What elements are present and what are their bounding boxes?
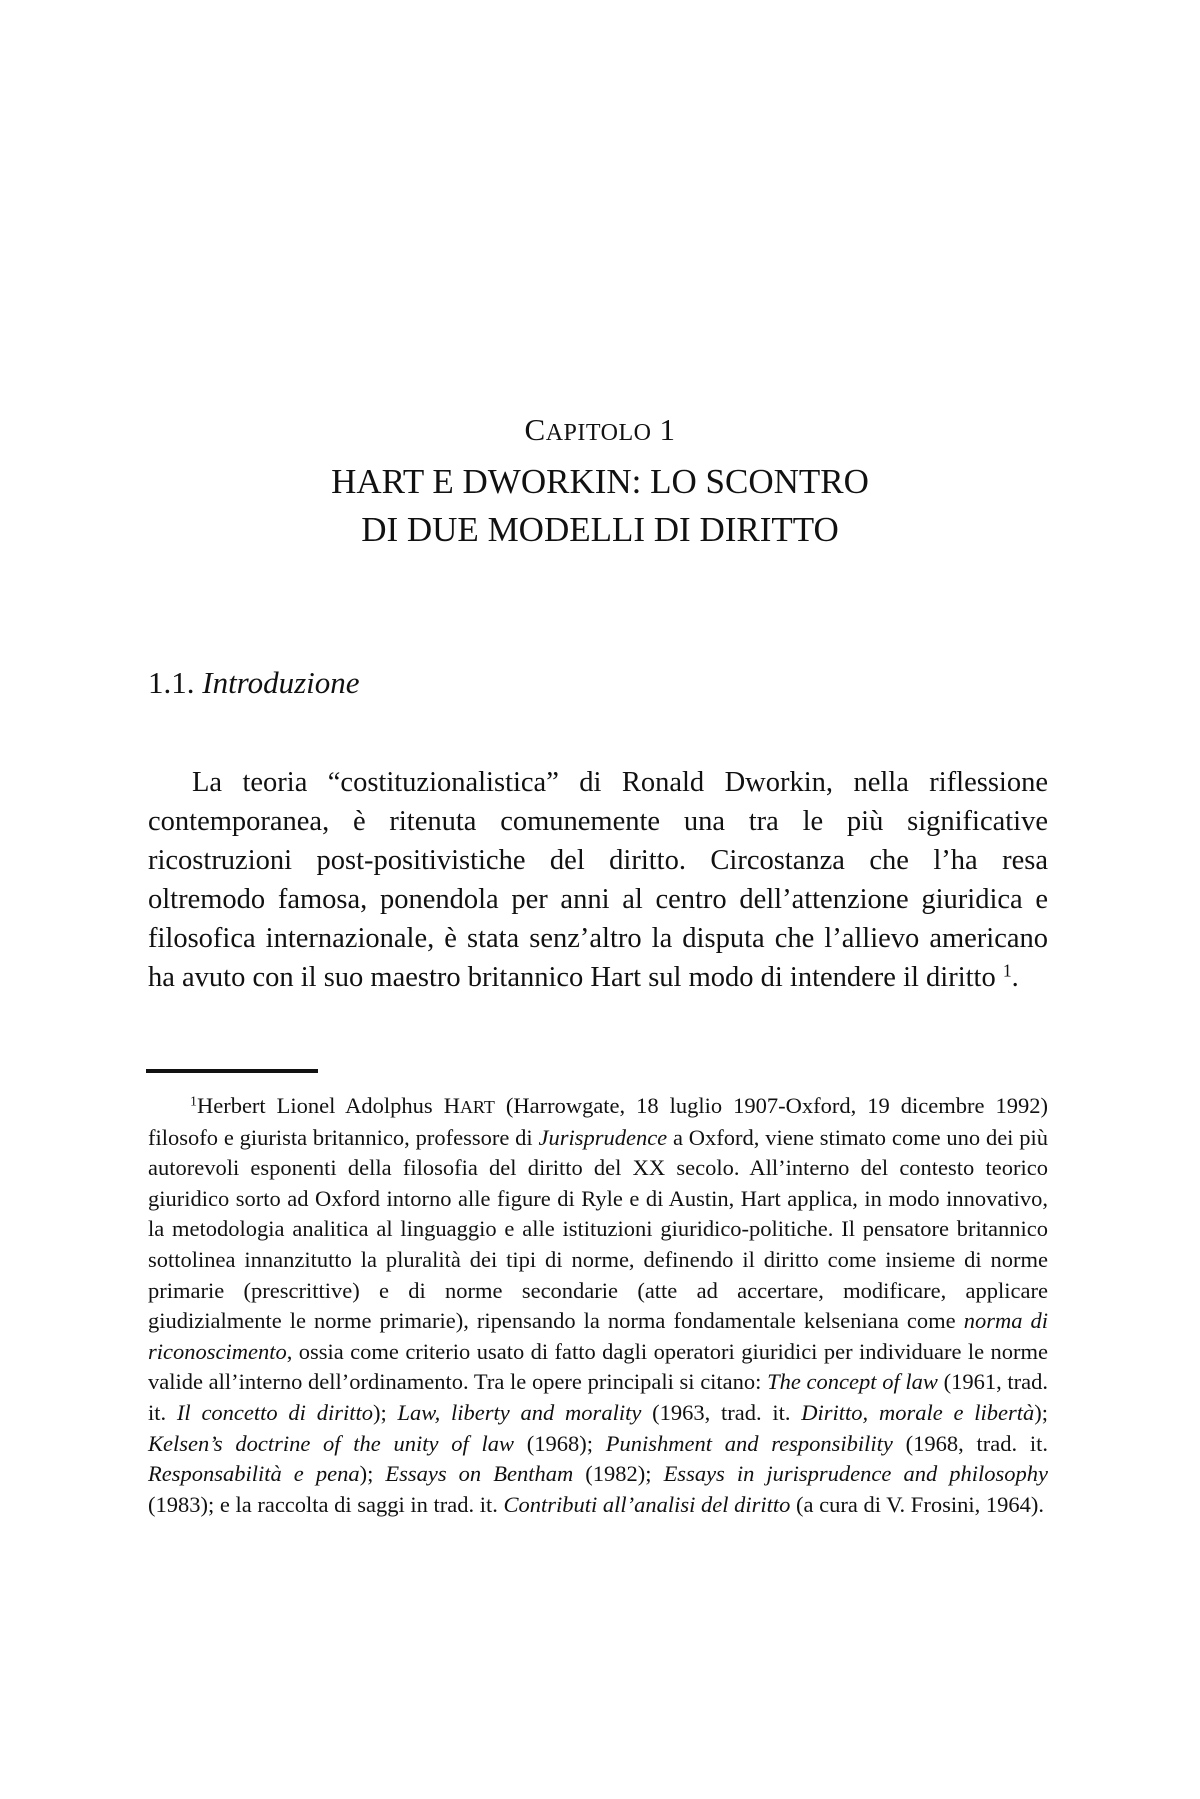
work-title: Essays on Bentham: [385, 1461, 574, 1487]
footnote-text: (1983); e la raccolta di saggi in trad. it.: [148, 1491, 504, 1517]
footnote-text: (1968);: [514, 1430, 606, 1456]
section-title: Introduzione: [202, 665, 360, 700]
footnote-marker: 1: [190, 1094, 197, 1110]
footnote-text: , ossia come criterio usato di fatto dagli operatori giuridici per individuare le norme valide all’interno dell’ordinamento. Tra le opere principali si citano:: [148, 1338, 1048, 1395]
body-paragraph: [148, 763, 1048, 997]
footnote-italic: norma di riconoscimento: [148, 1308, 1048, 1364]
footnote-text: (1982);: [573, 1461, 664, 1487]
work-title: Essays in jurisprudence and philosophy: [663, 1461, 1048, 1487]
work-title: Contributi all’analisi del diritto: [503, 1491, 791, 1517]
footnote-text: );: [1034, 1399, 1048, 1425]
body-end-punctuation: .: [1011, 962, 1019, 993]
footnote-text: (1963, trad. it.: [641, 1399, 802, 1425]
work-title: Diritto, morale e libertà: [801, 1399, 1035, 1425]
footnote-italic: Jurisprudence: [538, 1124, 668, 1150]
section-heading: [148, 665, 360, 701]
footnote-text: (1961, trad. it.: [148, 1369, 1048, 1425]
author-name-initial: H: [443, 1093, 460, 1118]
author-name-smallcaps: [444, 1093, 495, 1118]
footnote-text: (a cura di V. Frosini, 1964).: [790, 1491, 1044, 1517]
work-title: Punishment and responsibility: [605, 1430, 893, 1456]
work-title: The concept of law: [767, 1369, 938, 1395]
footnote-text: Herbert Lionel Adolphus: [196, 1093, 444, 1118]
footnote-1: [148, 1091, 1048, 1520]
work-title: Kelsen’s doctrine of the unity of law: [148, 1430, 515, 1456]
body-text: La teoria “costituzionalistica” di Ronald Dworkin, nella riflessione contemporanea, è ritenuta comunemente una tra le più significative ricostruzioni post-positivistiche del diritto. Circostanza che l’ha resa oltremodo famosa, ponendola per anni al centro dell’attenzione giuridica e filosofica internazionale, è stata senz’altro la disputa che l’allievo americano ha avuto con il suo maestro britannico Hart sul modo di intendere il diritto: [148, 767, 1048, 993]
work-title: Responsabilità e pena: [148, 1461, 360, 1487]
footnote-text: (1968, trad. it.: [892, 1430, 1048, 1456]
chapter-title-line-1: HART E DWORKIN: LO SCONTRO: [331, 462, 869, 501]
chapter-label-rest: APITOLO: [545, 420, 652, 446]
chapter-title: [0, 458, 1200, 554]
work-title: Il concetto di diritto: [176, 1399, 373, 1425]
section-number: 1.1.: [148, 665, 195, 700]
chapter-label-initial: C: [524, 412, 546, 447]
chapter-title-line-2: DI DUE MODELLI DI DIRITTO: [361, 510, 839, 549]
chapter-label: [0, 412, 1200, 448]
work-title: Law, liberty and morality: [397, 1399, 642, 1425]
footnote-text: (Harrowgate, 18 luglio 1907-Oxford, 19 dicembre 1992) filosofo e giurista britannico, professore di: [148, 1093, 1048, 1150]
footnote-text: );: [359, 1461, 386, 1487]
author-name-rest: ART: [459, 1097, 495, 1117]
footnote-reference[interactable]: 1: [1002, 960, 1012, 981]
footnote-separator: [146, 1069, 318, 1073]
footnote-text: );: [372, 1399, 398, 1425]
chapter-number: 1: [659, 412, 676, 447]
footnote-text: a Oxford, viene stimato come uno dei più autorevoli esponenti della filosofia del diritto del XX secolo. All’interno del contesto teorico giuridico sorto ad Oxford intorno alle figure di Ryle e di Austin, Hart applica, in modo innovativo, la metodologia analitica al linguaggio e alle istituzioni giuridico-politiche. Il pensatore britannico sottolinea innanzitutto la pluralità dei tipi di norme, definendo il diritto come insieme di norme primarie (prescrittive) e di norme secondarie (atte ad accertare, modificare, applicare giudizialmente le norme primarie), ripensando la norma fondamentale kelseniana come: [148, 1124, 1049, 1334]
